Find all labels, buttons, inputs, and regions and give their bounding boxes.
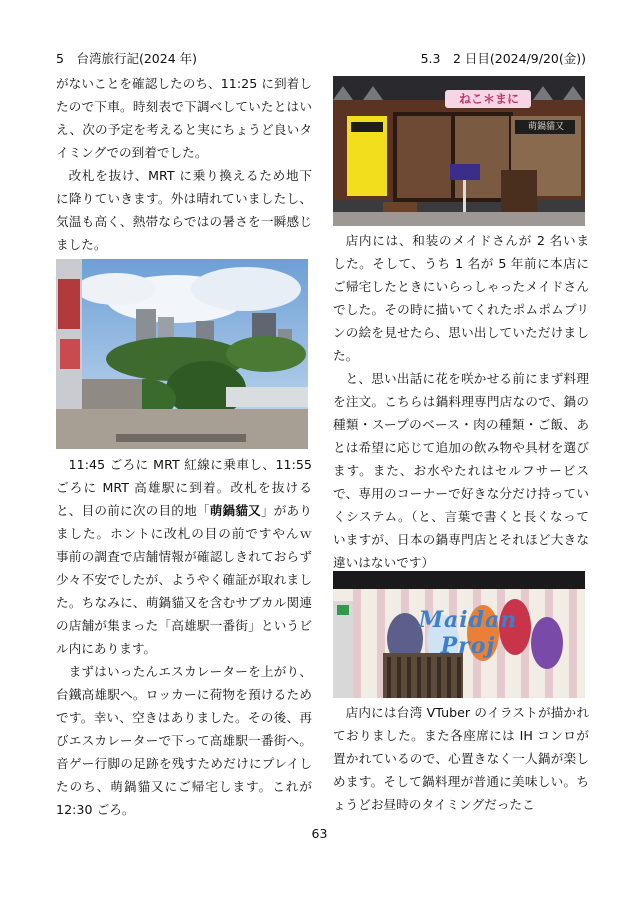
storefront-photo [333, 76, 585, 226]
paragraph: と、思い出話に花を咲かせる前にまず料理を注文。こちらは鍋料理専門店なので、鍋の種類・スープのベース・肉の種類・ご飯、あとは希望に応じて追加の飲み物や具材を選びます。また、お水やたれはセルフサービスで、専用のコーナーで好きな分だけ持っていくシステム。（と、言葉で書くと長くなっていますが、日本の鍋専門店とそれほど大きな違いはないです） [333, 371, 589, 570]
paragraph: 改札を抜け、MRT に乗り換えるため地下に降りていきます。外は晴れていましたし、気温も高く、熱帯ならではの暑さを一瞬感じました。 [56, 168, 312, 252]
bold-store-name: 萌鍋貓又 [209, 503, 261, 518]
paragraph-text: 11:45 ごろに MRT 紅線に乗車し、11:55 ごろに MRT 高雄駅に到着。改札を抜けると、目の前に次の目的地「 [56, 457, 312, 518]
chapter-header: 5 台湾旅行記(2024 年) [56, 51, 197, 66]
section-header: 5.3 2 日目(2024/9/20(金)) [420, 51, 586, 66]
right-column-middle-text [333, 229, 589, 574]
paragraph: がないことを確認したのち、11:25 に到着したので下車。時刻表で下調べしていたとはいえ、次の予定を考えると実にちょうど良いタイミングでの到着でした。 [56, 76, 312, 160]
left-column-bottom-text [56, 453, 312, 821]
page-number: 63 [311, 826, 328, 841]
mural-text: Maidan Proj [418, 607, 518, 659]
vtuber-mural-photo [333, 571, 585, 698]
paragraph: 店内には、和装のメイドさんが 2 名いました。そして、うち 1 名が 5 年前に本店にご帰宅したときにいらっしゃったメイドさんでした。その時に描いてくれたポムポムプリンの絵を見せたら、思い出していただけました。 [333, 233, 589, 363]
paragraph: 店内には台湾 VTuber のイラストが描かれておりました。また各座席には IH コンロが置かれているので、心置きなく一人鍋が楽しめます。そして鍋料理が普通に美味しい。ちょうどお昼時のタイミングだったこ [333, 705, 589, 812]
storefront-sub-sign: 萌鍋貓又 [527, 122, 564, 132]
paragraph [56, 453, 312, 660]
storefront-sign: ねこ＊まに [458, 92, 519, 106]
left-column-top-text [56, 72, 312, 256]
street-view-photo [56, 259, 308, 449]
paragraph: まずはいったんエスカレーターを上がり、台鐵高雄駅へ。ロッカーに荷物を預けるためです。幸い、空きはありました。その後、再びエスカレーターで下って高雄駅一番街へ。音ゲー行脚の足跡を残すためだけにプレイしたのち、萌鍋貓又にご帰宅します。これが 12:30 ごろ。 [56, 664, 312, 817]
paragraph-text: 」がありました。ホントに改札の目の前ですやんｗ 事前の調査で店舗情報が確認しきれておらず少々不安でしたが、ようやく確証が取れました。ちなみに、萌鍋貓又を含むサブカル関連の店舗が集まった「高雄駅一番街」というビル内にあります。 [56, 503, 313, 656]
right-column-bottom-text [333, 701, 589, 816]
